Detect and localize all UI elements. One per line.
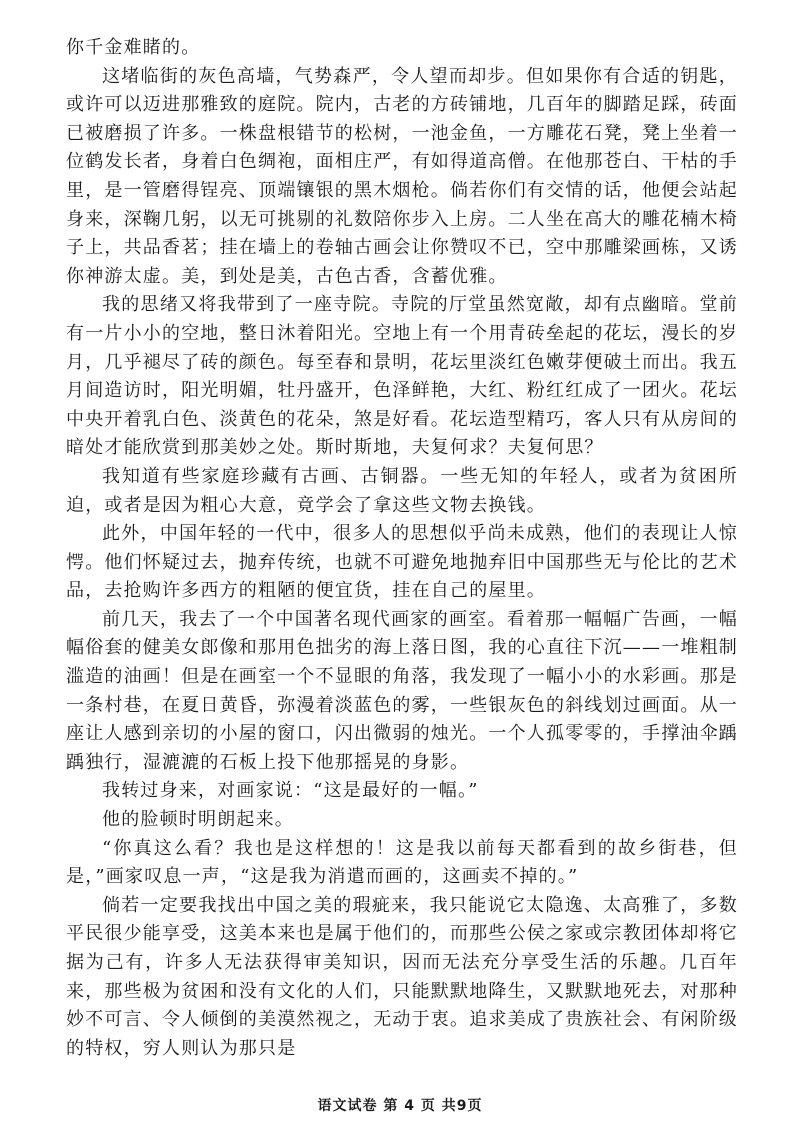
article-body xyxy=(66,34,738,1063)
paragraph: 我转过身来，对画家说：“这是最好的一幅。” xyxy=(102,780,479,802)
paragraph: 前几天，我去了一个中国著名现代画家的画室。看着那一幅幅广告画，一幅幅俗套的健美女郎像和那用色拙劣的海上落日图，我的心直往下沉——一堆粗制滥造的油画！但是在画室一个不显眼的角落，我发现了一幅小小的水彩画。那是一条村巷，在夏日黄昏，弥漫着淡蓝色的雾，一些银灰色的斜线划过画面。从一座让人感到亲切的小屋的窗口，闪出微弱的烛光。一个人孤零零的，手撑油伞踽踽独行，湿漉漉的石板上投下他那摇晃的身影。 xyxy=(66,608,738,773)
paragraph: 我知道有些家庭珍藏有古画、古铜器。一些无知的年轻人，或者为贫困所迫，或者是因为粗心大意，竟学会了拿这些文物去换钱。 xyxy=(66,465,738,516)
paragraph: 你千金难睹的。 xyxy=(66,37,201,58)
page-footer: 语文试卷 第 4 页 共9页 xyxy=(317,1098,483,1114)
paragraph: 我的思绪又将我带到了一座寺院。寺院的厅堂虽然宽敞，却有点幽暗。堂前有一片小小的空地，整日沐着阳光。空地上有一个用青砖垒起的花坛，漫长的岁月，几乎褪尽了砖的颜色。每至春和景明，花坛里淡红色嫩芽便破土而出。我五月间造访时，阳光明媚，牡丹盛开，色泽鲜艳，大红、粉红红成了一团火。花坛中央开着乳白色、淡黄色的花朵，煞是好看。花坛造型精巧，客人只有从房间的暗处才能欣赏到那美妙之处。斯时斯地，夫复何求？夫复何思？ xyxy=(66,294,738,459)
paragraph: 此外，中国年轻的一代中，很多人的思想似乎尚未成熟，他们的表现让人惊愕。他们怀疑过去，抛弃传统，也就不可避免地抛弃旧中国那些无与伦比的艺术品，去抢购许多西方的粗陋的便宜货，挂在自己的屋里。 xyxy=(66,523,738,602)
paragraph: “你真这么看？我也是这样想的！这是我以前每天都看到的故乡街巷，但是，”画家叹息一声，“这是我为消遣而画的，这画卖不掉的。” xyxy=(66,837,738,888)
paragraph: 倘若一定要我找出中国之美的瑕疵来，我只能说它太隐逸、太高雅了，多数平民很少能享受，这美本来也是属于他们的，而那些公侯之家或宗教团体却将它据为己有，许多人无法获得审美知识，因而无法充分享受生活的乐趣。几百年来，那些极为贫困和没有文化的人们，只能默默地降生，又默默地死去，对那种妙不可言、令人倾倒的美漠然视之，无动于衷。追求美成了贵族社会、有闲阶级的特权，穷人则认为那只是 xyxy=(66,894,738,1059)
paragraph: 这堵临街的灰色高墙，气势森严，令人望而却步。但如果你有合适的钥匙，或许可以迈进那雅致的庭院。院内，古老的方砖铺地，几百年的脚踏足踩，砖面已被磨损了许多。一株盘根错节的松树，一池金鱼，一方雕花石凳，凳上坐着一位鹤发长者，身着白色绸袍，面相庄严，有如得道高僧。在他那苍白、干枯的手里，是一管磨得锃亮、顶端镶银的黑木烟枪。倘若你们有交情的话，他便会站起身来，深鞠几躬，以无可挑剔的礼数陪你步入上房。二人坐在高大的雕花楠木椅子上，共品香茗；挂在墙上的卷轴古画会让你赞叹不已，空中那雕梁画栋，又诱你神游太虚。美，到处是美，古色古香，含蓄优雅。 xyxy=(66,65,738,287)
paragraph: 他的脸顿时明朗起来。 xyxy=(102,809,294,831)
